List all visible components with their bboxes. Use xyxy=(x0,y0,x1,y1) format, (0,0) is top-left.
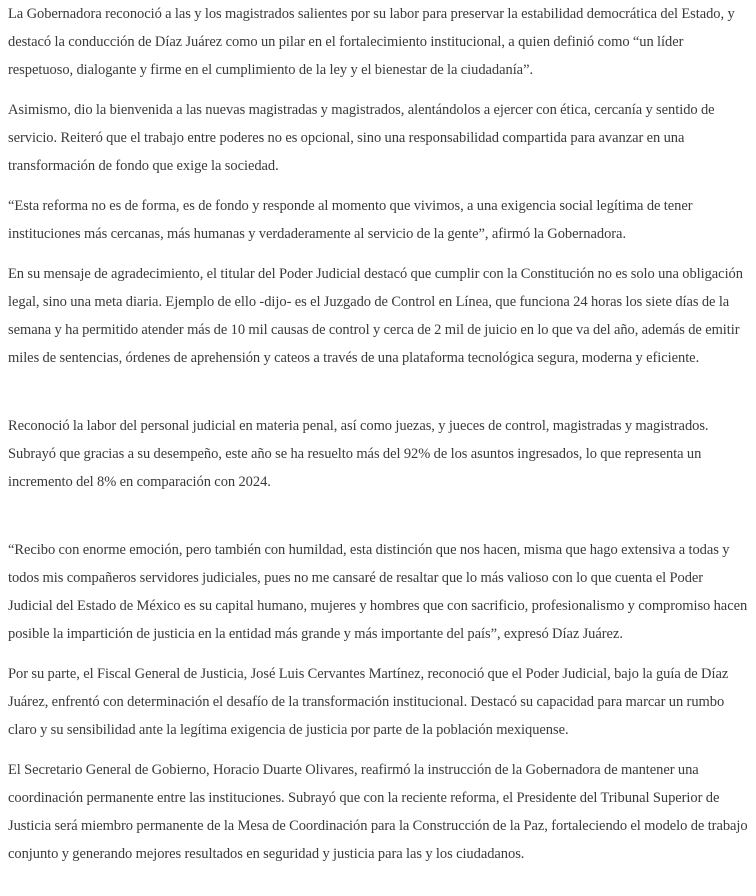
paragraph-welcome-magistrates: Asimismo, dio la bienvenida a las nuevas magistradas y magistrados, alentándolos a ejercer con ética, cercanía y sentido de servicio. Reiteró que el trabajo entre poderes no es opcional, sino una responsabilidad compartida para avanzar en una transformación de fondo que exige la sociedad. xyxy=(8,102,715,174)
paragraph-judicial-message: En su mensaje de agradecimiento, el titular del Poder Judicial destacó que cumplir con la Constitución no es solo una obligación legal, sino una meta diaria. Ejemplo de ello -dijo- es el Juzgado de Control en Línea, que funciona 24 horas los siete días de la semana y ha permitido atender más de 10 mil causas de control y cerca de 2 mil de juicio en lo que va del año, además de emitir miles de sentencias, órdenes de aprehensión y cateos a través de una plataforma tecnológica segura, moderna y eficiente. xyxy=(8,266,743,366)
paragraph-governor-recognition: La Gobernadora reconoció a las y los magistrados salientes por su labor para preservar la estabilidad democrática del Estado, y destacó la conducción de Díaz Juárez como un pilar en el fortalecimiento institucional, a quien definió como “un líder respetuoso, dialogante y firme en el cumplimiento de la ley y el bienestar de la ciudadanía”. xyxy=(8,6,735,78)
paragraph-reform-quote: “Esta reforma no es de forma, es de fondo y responde al momento que vivimos, a una exigencia social legítima de tener instituciones más cercanas, más humanas y verdaderamente al servicio de la gente”, afirmó la Gobernadora. xyxy=(8,198,693,242)
paragraph-secretario-general: El Secretario General de Gobierno, Horacio Duarte Olivares, reafirmó la instrucción de la Gobernadora de mantener una coordinación permanente entre las instituciones. Subrayó que con la reciente reforma, el Presidente del Tribunal Superior de Justicia será miembro permanente de la Mesa de Coordinación para la Construcción de la Paz, fortaleciendo el modelo de trabajo conjunto y generando mejores resultados en seguridad y justicia para las y los ciudadanos. xyxy=(8,762,748,862)
paragraph-fiscal-general: Por su parte, el Fiscal General de Justicia, José Luis Cervantes Martínez, reconoció que el Poder Judicial, bajo la guía de Díaz Juárez, enfrentó con determinación el desafío de la transformación institucional. Destacó su capacidad para marcar un rumbo claro y su sensibilidad ante la legítima exigencia de justicia por parte de la población mexiquense. xyxy=(8,666,729,738)
paragraph-diaz-juarez-quote: “Recibo con enorme emoción, pero también con humildad, esta distinción que nos hacen, misma que hago extensiva a todas y todos mis compañeros servidores judiciales, pues no me cansaré de resaltar que lo más valioso con lo que cuenta el Poder Judicial del Estado de México es su capital humano, mujeres y hombres que con sacrificio, profesionalismo y compromiso hacen posible la impartición de justicia en la entidad más grande y más importante del país”, expresó Díaz Juárez. xyxy=(8,542,748,642)
paragraph-staff-recognition: Reconoció la labor del personal judicial en materia penal, así como juezas, y jueces de control, magistradas y magistrados. Subrayó que gracias a su desempeño, este año se ha resuelto más del 92% de los asuntos ingresados, lo que representa un incremento del 8% en comparación con 2024. xyxy=(8,418,709,490)
